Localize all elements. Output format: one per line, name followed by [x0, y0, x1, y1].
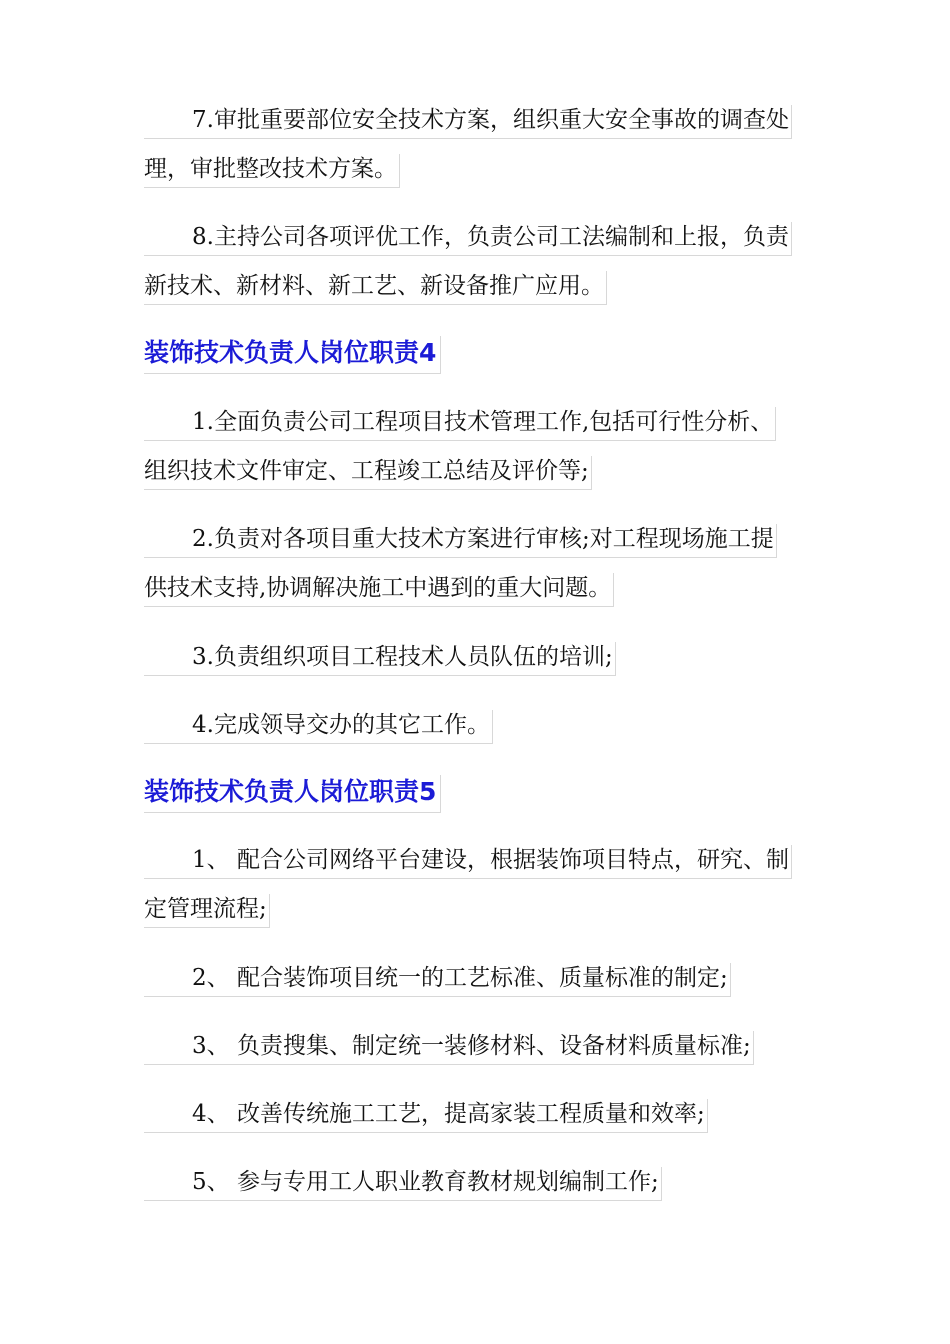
paragraph-line: 2.负责对各项目重大技术方案进行审核;对工程现场施工提	[144, 524, 777, 558]
paragraph-line: 2、 配合装饰项目统一的工艺标准、质量标准的制定;	[144, 963, 731, 997]
paragraph-line: 1、 配合公司网络平台建设，根据装饰项目特点，研究、制	[144, 845, 792, 879]
paragraph-line: 7.审批重要部位安全技术方案，组织重大安全事故的调查处	[144, 105, 792, 139]
paragraph-line: 1.全面负责公司工程项目技术管理工作,包括可行性分析、	[144, 407, 776, 441]
paragraph-line: 供技术支持,协调解决施工中遇到的重大问题。	[144, 573, 614, 607]
paragraph-line: 4.完成领导交办的其它工作。	[144, 710, 493, 744]
section-heading: 装饰技术负责人岗位职责5	[144, 775, 441, 813]
section-heading: 装饰技术负责人岗位职责4	[144, 336, 441, 374]
paragraph-line: 新技术、新材料、新工艺、新设备推广应用。	[144, 271, 607, 305]
paragraph-line: 8.主持公司各项评优工作，负责公司工法编制和上报，负责	[144, 222, 792, 256]
paragraph-line: 3.负责组织项目工程技术人员队伍的培训;	[144, 642, 616, 676]
paragraph-line: 4、 改善传统施工工艺，提高家装工程质量和效率;	[144, 1099, 708, 1133]
paragraph-line: 3、 负责搜集、制定统一装修材料、设备材料质量标准;	[144, 1031, 754, 1065]
paragraph-line: 5、 参与专用工人职业教育教材规划编制工作;	[144, 1167, 662, 1201]
paragraph-line: 理，审批整改技术方案。	[144, 154, 400, 188]
paragraph-line: 定管理流程;	[144, 894, 270, 928]
paragraph-line: 组织技术文件审定、工程竣工总结及评价等;	[144, 456, 592, 490]
